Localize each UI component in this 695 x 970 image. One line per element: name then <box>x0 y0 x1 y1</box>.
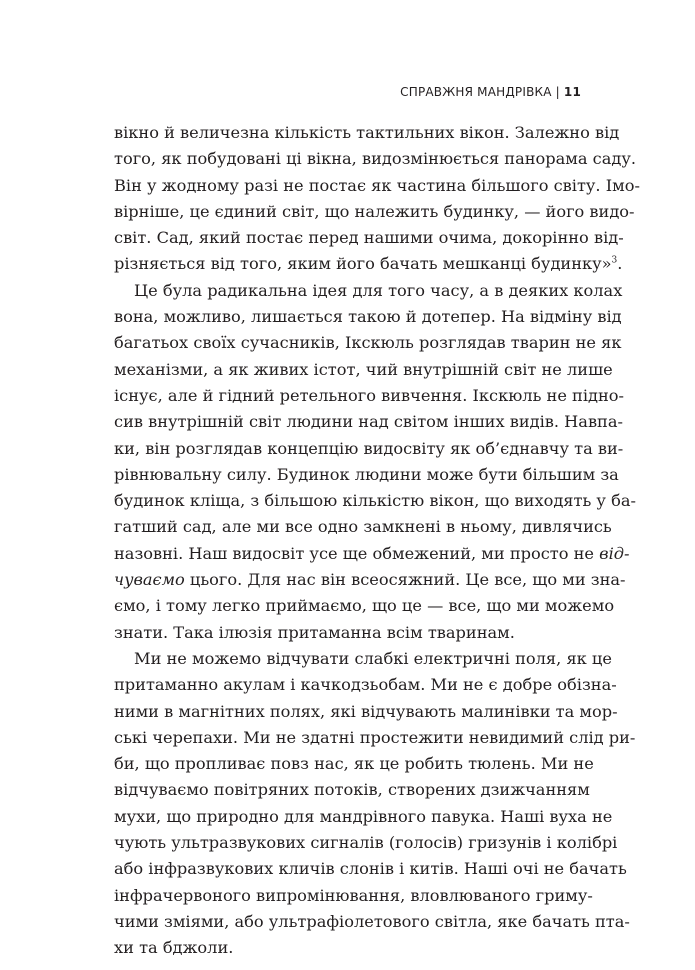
text-line: відчуваємо повітряних потоків, створених дзижчанням <box>114 780 590 800</box>
text-line: або інфразвукових кличів слонів і китів. Наші очі не бачать <box>114 859 627 879</box>
text-fragment: . <box>617 254 623 274</box>
text-line: сив внутрішній світ людини над світом інших видів. Навпа- <box>114 412 623 432</box>
header-separator: | <box>555 85 560 99</box>
text-line: ки, він розглядав концепцію видосвіту як об’єднавчу та ви- <box>114 438 624 458</box>
chapter-title: СПРАВЖНЯ МАНДРІВКА <box>400 85 552 99</box>
text-line: Це була радикальна ідея для того часу, а в деяких колах <box>134 280 623 300</box>
text-line: притаманно акулам і качкодзьобам. Ми не є добре обізна- <box>114 675 617 695</box>
text-line <box>114 251 623 277</box>
text-line: гатший сад, але ми все одно замкнені в ньому, дивлячись <box>114 517 612 537</box>
italic-fragment: чуваємо <box>114 570 185 590</box>
text-fragment: цього. Для нас він всеосяжний. Це все, що ми зна- <box>184 570 626 590</box>
text-line <box>114 541 630 567</box>
text-line: ємо, і тому легко приймаємо, що це — все, що ми можемо <box>114 596 615 616</box>
text-line: хи та бджоли. <box>114 938 234 958</box>
text-line: того, як побудовані ці вікна, видозмінюється панорама саду. <box>114 149 637 169</box>
body-text <box>114 120 640 962</box>
text-line: рівнювальну силу. Будинок людини може бути більшим за <box>114 464 619 484</box>
text-line: мухи, що природно для мандрівного павука. Наші вуха не <box>114 806 613 826</box>
text-line: багатьох своїх сучасників, Ікскюль розглядав тварин не як <box>114 333 622 353</box>
text-line: світ. Сад, який постає перед нашими очима, докорінно від- <box>114 228 624 248</box>
text-line: інфрачервоного випромінювання, вловлюваного гриму- <box>114 885 593 905</box>
text-line: чими зміями, або ультрафіолетового світла, яке бачать пта- <box>114 911 630 931</box>
text-line: Ми не можемо відчувати слабкі електричні поля, як це <box>134 648 612 668</box>
text-line: Він у жодному разі не постає як частина більшого світу. Імо- <box>114 175 640 195</box>
text-line: вона, можливо, лишається такою й дотепер. На відміну від <box>114 307 622 327</box>
text-fragment: назовні. Наш видосвіт усе ще обмежений, ми просто не <box>114 543 600 563</box>
footnote-reference: 3 <box>611 256 618 267</box>
text-line: ські черепахи. Ми не здатні простежити невидимий слід ри- <box>114 727 636 747</box>
text-line: вірніше, це єдиний світ, що належить будинку, — його видо- <box>114 201 635 221</box>
text-fragment: різняється від того, яким його бачать мешканці будинку» <box>114 254 612 274</box>
italic-fragment: від- <box>599 543 630 563</box>
text-line <box>114 567 626 593</box>
page-number: 11 <box>563 85 581 99</box>
running-header <box>400 84 581 100</box>
text-line: існує, але й гідний ретельного вивчення. Ікскюль не підно- <box>114 385 624 405</box>
text-line: знати. Така ілюзія притаманна всім тваринам. <box>114 622 515 642</box>
text-line: механізми, а як живих істот, чий внутрішній світ не лише <box>114 359 613 379</box>
text-line: чують ультразвукових сигналів (голосів) гризунів і колібрі <box>114 833 618 853</box>
text-line: будинок кліща, з більшою кількістю вікон, що виходять у ба- <box>114 491 636 511</box>
text-line: би, що пропливає повз нас, як це робить тюлень. Ми не <box>114 754 594 774</box>
text-line: вікно й величезна кількість тактильних вікон. Залежно від <box>114 123 620 142</box>
text-line: ними в магнітних полях, які відчувають малинівки та мор- <box>114 701 618 721</box>
